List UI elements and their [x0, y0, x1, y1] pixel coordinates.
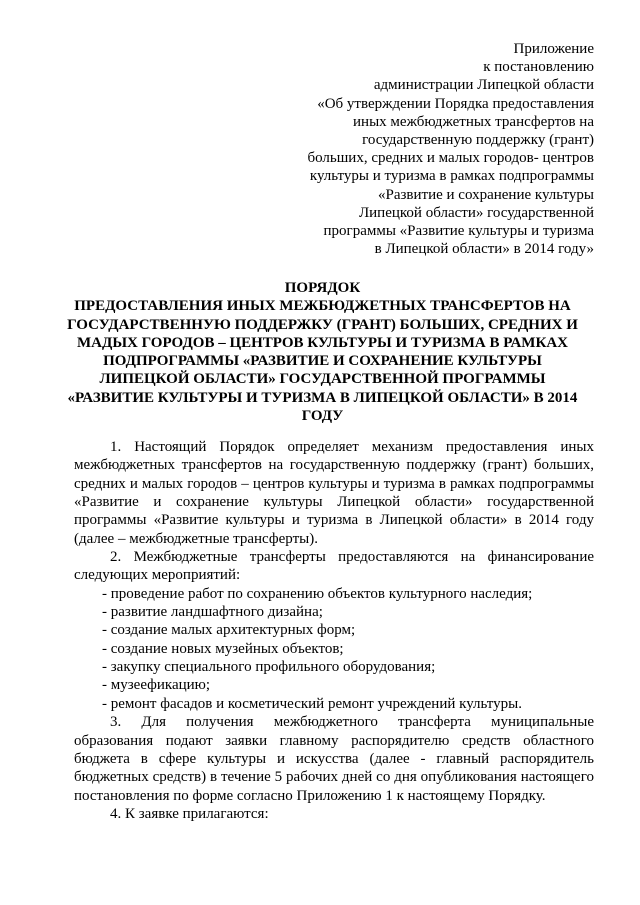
paragraph-1: 1. Настоящий Порядок определяет механизм предоставления иных межбюджетных трансфертов на государственную поддержку (грант) больших, средних и малых городов – центров культуры и туризма в рамках подпрограммы «Развитие и сохранение культуры Липецкой области» государственной программы «Развитие культуры и туризма в Липецкой области» в 2014 году (далее – межбюджетные трансферты).	[74, 439, 594, 547]
annex-header	[264, 40, 594, 258]
paragraph-2: 2. Межбюджетные трансферты предоставляются на финансирование следующих мероприятий:	[74, 549, 594, 584]
list-item: - создание новых музейных объектов;	[102, 640, 344, 657]
title-line: ГОДУ	[301, 408, 344, 425]
annex-line: «Об утверждении Порядка предоставления	[317, 95, 594, 112]
title-line: ПРЕДОСТАВЛЕНИЯ ИНЫХ МЕЖБЮДЖЕТНЫХ ТРАНСФЕРТОВ НА	[74, 298, 571, 315]
title-line: ПОРЯДОК	[284, 280, 361, 296]
annex-line: Приложение	[513, 41, 594, 57]
annex-line: больших, средних и малых городов- центров	[307, 150, 594, 167]
annex-line: культуры и туризма в рамках подпрограммы	[309, 168, 594, 185]
annex-line: в Липецкой области» в 2014 году»	[374, 241, 594, 258]
list-item: - проведение работ по сохранению объектов культурного наследия;	[102, 585, 533, 602]
title-line: ПОДПРОГРАММЫ «РАЗВИТИЕ И СОХРАНЕНИЕ КУЛЬТУРЫ	[103, 353, 542, 370]
list-item: - создание малых архитектурных форм;	[102, 622, 356, 639]
annex-line: к постановлению	[483, 59, 594, 76]
list-item: - закупку специального профильного оборудования;	[102, 659, 436, 676]
annex-line: «Развитие и сохранение культуры	[378, 186, 594, 203]
title-line: «РАЗВИТИЕ КУЛЬТУРЫ И ТУРИЗМА В ЛИПЕЦКОЙ ОБЛАСТИ» В 2014	[67, 389, 578, 406]
annex-line: администрации Липецкой области	[373, 77, 594, 94]
measures-list	[74, 585, 594, 713]
title-line: ГОСУДАРСТВЕННУЮ ПОДДЕРЖКУ (ГРАНТ) БОЛЬШИХ, СРЕДНИХ И	[67, 316, 578, 333]
paragraph-4: 4. К заявке прилагаются:	[110, 805, 269, 822]
list-item: - ремонт фасадов и косметический ремонт учреждений культуры.	[102, 695, 522, 712]
document-title	[60, 279, 585, 425]
title-line: ЛИПЕЦКОЙ ОБЛАСТИ» ГОСУДАРСТВЕННОЙ ПРОГРАММЫ	[99, 371, 546, 388]
annex-line: иных межбюджетных трансфертов на	[353, 113, 594, 130]
annex-line: Липецкой области» государственной	[358, 204, 594, 221]
list-item: - развитие ландшафтного дизайна;	[102, 604, 323, 621]
document-body	[74, 438, 594, 823]
annex-line: государственную поддержку (грант)	[362, 132, 594, 149]
paragraph-3: 3. Для получения межбюджетного трансферта муниципальные образования подают заявки главному распорядителю средств областного бюджета в сфере культуры и искусства (далее - главный распорядитель бюджетных средств) в течение 5 рабочих дней со дня опубликования настоящего постановления по форме согласно Приложению 1 к настоящему Порядку.	[74, 714, 594, 804]
list-item: - музеефикацию;	[102, 677, 211, 694]
annex-line: программы «Развитие культуры и туризма	[323, 223, 594, 240]
title-line: МАДЫХ ГОРОДОВ – ЦЕНТРОВ КУЛЬТУРЫ И ТУРИЗМА В РАМКАХ	[77, 334, 568, 351]
